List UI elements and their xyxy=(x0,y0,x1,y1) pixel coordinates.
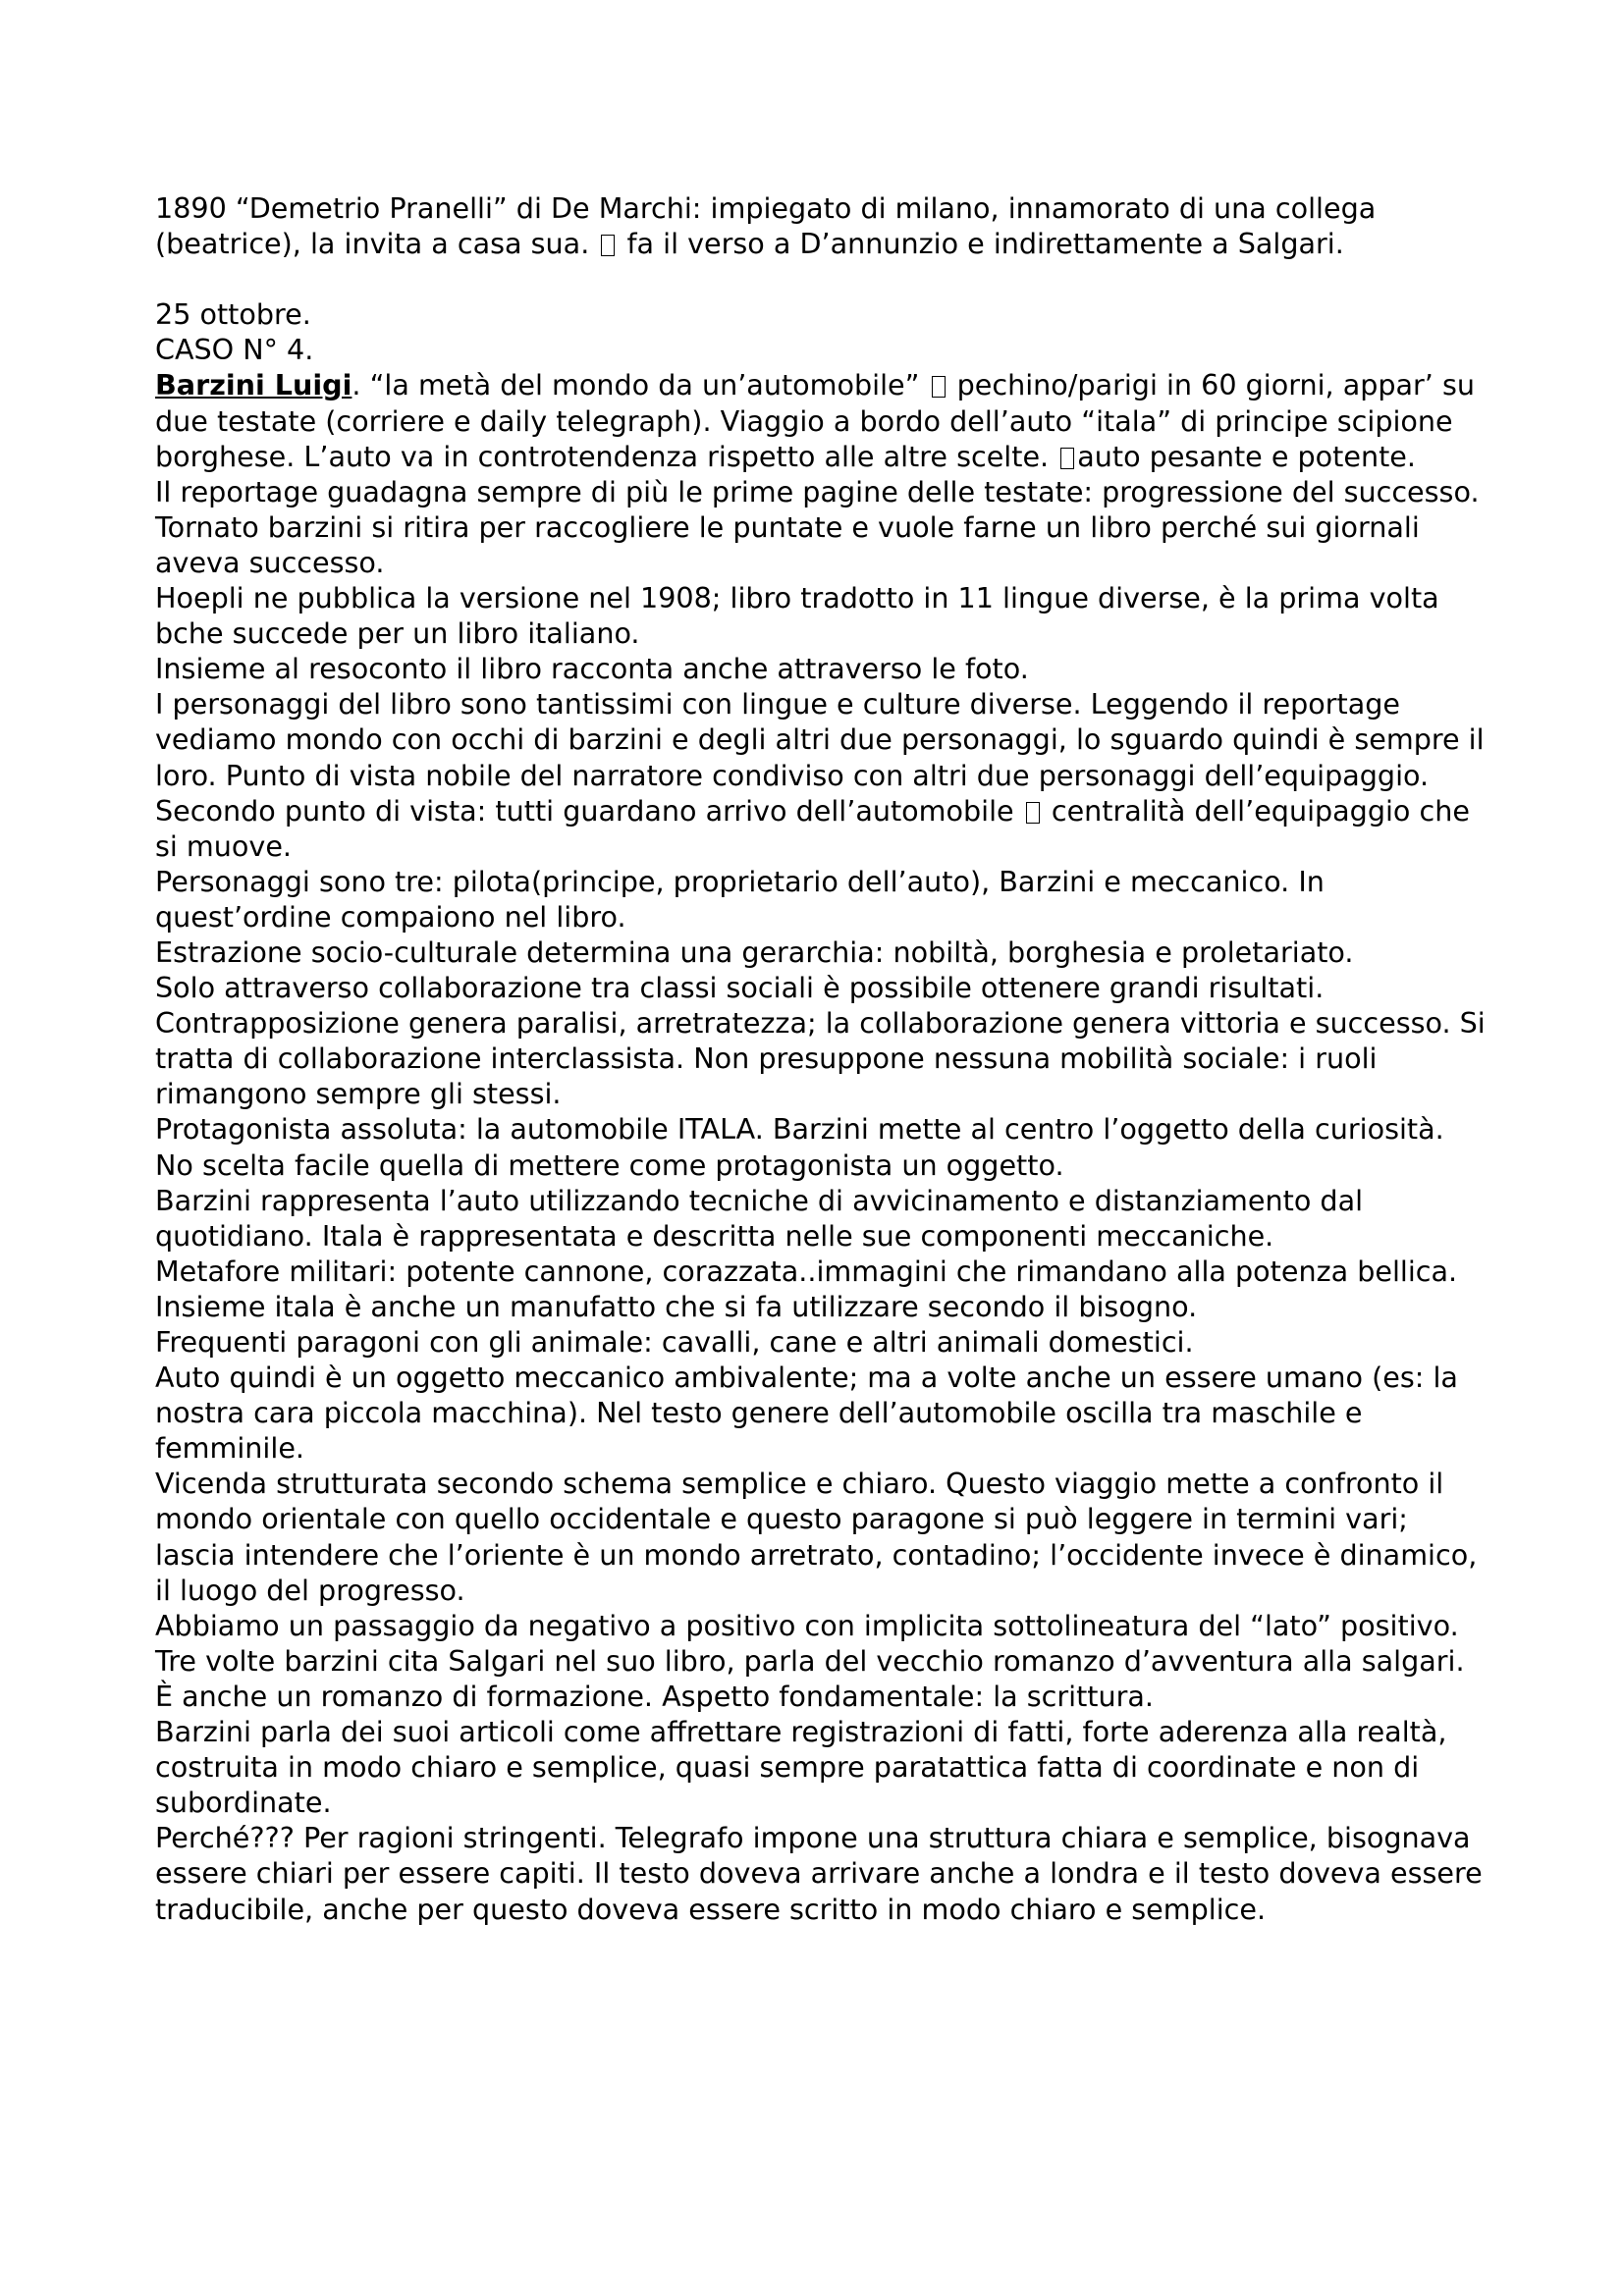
barzini-text: pechino/parigi in 60 giorni, appar’ su due testate (corriere e daily telegraph). Viaggio a bordo dell’auto “itala” di principe scipione borghese. L’auto va in controtendenza rispetto alle altre scelte. xyxy=(155,368,1475,473)
paragraph: Hoepli ne pubblica la versione nel 1908; libro tradotto in 11 lingue diverse, è la prima volta bche succede per un libro italiano. xyxy=(155,581,1439,651)
paragraph: Contrapposizione genera paralisi, arretratezza; la collaborazione genera vittoria e successo. Si tratta di collaborazione interclassista. Non presuppone nessuna mobilità sociale: i ruoli rimangono sempre gli stessi. xyxy=(155,1006,1486,1111)
intro-paragraph xyxy=(155,190,1490,261)
paragraph: È anche un romanzo di formazione. Aspetto fondamentale: la scrittura. xyxy=(155,1679,1154,1713)
paragraph: Perché??? Per ragioni stringenti. Telegrafo impone una struttura chiara e semplice, bisognava essere chiari per essere capiti. Il testo doveva arrivare anche a londra e il testo doveva essere traducibile, anche per questo doveva essere scritto in modo chiaro e semplice. xyxy=(155,1821,1483,1926)
intro-text: 1890 “Demetrio Pranelli” di De Marchi: impiegato di milano, innamorato di una collega (beatrice), la invita a casa sua. xyxy=(155,191,1377,261)
arrow-icon xyxy=(1026,802,1040,824)
paragraph: Personaggi sono tre: pilota(principe, proprietario dell’auto), Barzini e meccanico. In quest’ordine compaiono nel libro. xyxy=(155,864,1325,934)
paragraph: Barzini parla dei suoi articoli come affrettare registrazioni di fatti, forte aderenza alla realtà, costruita in modo chiaro e semplice, quasi sempre paratattica fatta di coordinate e non di subordinate. xyxy=(155,1715,1447,1820)
paragraph: Vicenda strutturata secondo schema semplice e chiaro. Questo viaggio mette a confronto il mondo orientale con quello occidentale e questo paragone si può leggere in termini vari; lascia intendere che l’oriente è un mondo arretrato, contadino; l’occidente invece è dinamico, il luogo del progresso. xyxy=(155,1467,1478,1607)
barzini-paragraph xyxy=(155,367,1490,473)
arrow-icon xyxy=(601,235,615,256)
date-line: 25 ottobre. xyxy=(155,297,311,332)
intro-text-continued: fa il verso a D’annunzio e indirettamente a Salgari. xyxy=(626,227,1344,261)
paragraph: Il reportage guadagna sempre di più le prime pagine delle testate: progressione del successo. xyxy=(155,474,1480,508)
paragraph: Barzini rappresenta l’auto utilizzando tecniche di avvicinamento e distanziamento dal quotidiano. Itala è rappresentata e descritta nelle sue componenti meccaniche. xyxy=(155,1183,1364,1253)
arrow-icon xyxy=(932,376,946,398)
paragraph: Tornato barzini si ritira per raccogliere le puntate e vuole farne un libro perché sui giornali aveva successo. xyxy=(155,509,1420,579)
paragraph: Metafore militari: potente cannone, corazzata..immagini che rimandano alla potenza bellica. Insieme itala è anche un manufatto che si fa utilizzare secondo il bisogno. xyxy=(155,1254,1458,1323)
barzini-text-continued: auto pesante e potente. xyxy=(1077,439,1416,473)
author-name: Barzini Luigi xyxy=(155,368,352,402)
arrow-icon xyxy=(1060,448,1074,469)
paragraph: I personaggi del libro sono tantissimi con lingue e culture diverse. Leggendo il reportage vediamo mondo con occhi di barzini e degli altri due personaggi, lo sguardo quindi è sempre il loro. Punto di vista nobile del narratore condiviso con altri due personaggi dell’equipaggio. xyxy=(155,687,1485,792)
second-view-text: Secondo punto di vista: tutti guardano arrivo dell’automobile xyxy=(155,793,1014,828)
paragraph: Abbiamo un passaggio da negativo a positivo con implicita sottolineatura del “lato” positivo. xyxy=(155,1608,1459,1642)
paragraph: Protagonista assoluta: la automobile ITALA. Barzini mette al centro l’oggetto della curiosità. No scelta facile quella di mettere come protagonista un oggetto. xyxy=(155,1112,1444,1182)
book-title-text: . “la metà del mondo da un’automobile” xyxy=(352,368,920,402)
paragraph: Frequenti paragoni con gli animale: cavalli, cane e altri animali domestici. xyxy=(155,1325,1194,1359)
document-body xyxy=(155,190,1490,1927)
paragraph: Insieme al resoconto il libro racconta anche attraverso le foto. xyxy=(155,652,1029,686)
second-view-text-continued: centralità dell’equipaggio che si muove. xyxy=(155,793,1470,863)
second-view-paragraph xyxy=(155,793,1490,864)
case-title: CASO N° 4. xyxy=(155,333,314,367)
paragraph: Tre volte barzini cita Salgari nel suo libro, parla del vecchio romanzo d’avventura alla salgari. xyxy=(155,1643,1465,1678)
paragraph: Auto quindi è un oggetto meccanico ambivalente; ma a volte anche un essere umano (es: la nostra cara piccola macchina). Nel testo genere dell’automobile oscilla tra maschile e femminile. xyxy=(155,1361,1458,1466)
paragraph: Estrazione socio-culturale determina una gerarchia: nobiltà, borghesia e proletariato. xyxy=(155,934,1354,969)
paragraph: Solo attraverso collaborazione tra classi sociali è possibile ottenere grandi risultati. xyxy=(155,971,1325,1005)
blank-line xyxy=(155,261,1490,296)
